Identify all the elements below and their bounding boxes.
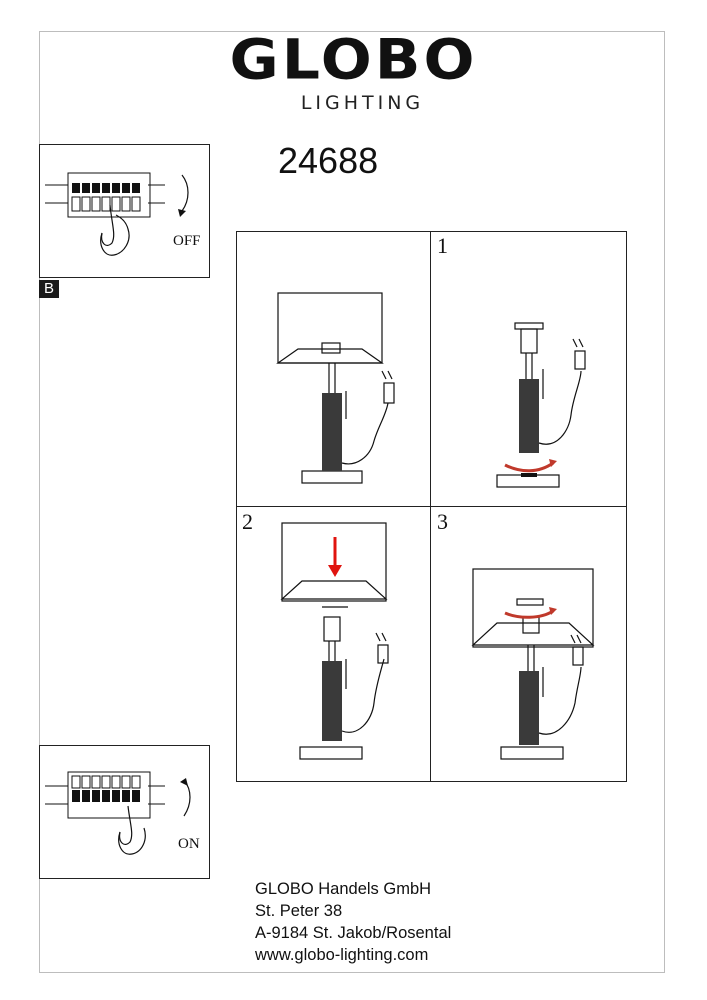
- panel-2-number: 2: [242, 509, 253, 534]
- on-label: ON: [178, 836, 200, 852]
- company-website[interactable]: www.globo-lighting.com: [255, 946, 429, 964]
- step-2-illustration: [236, 507, 430, 782]
- brand-logo: GLOBO: [229, 27, 478, 93]
- panel-3-number: 3: [437, 509, 448, 534]
- step-3-illustration: [431, 507, 627, 782]
- step-c-box: [39, 745, 210, 879]
- model-number: 24688: [278, 140, 379, 181]
- company-city: A-9184 St. Jakob/Rosental: [255, 924, 452, 942]
- brand-subtitle: LIGHTING: [300, 92, 425, 114]
- company-name: GLOBO Handels GmbH: [255, 880, 432, 898]
- company-address: [255, 878, 451, 966]
- breaker-off-illustration: [40, 145, 211, 279]
- panel-1-number: 1: [437, 233, 448, 258]
- step-1-illustration: [431, 231, 627, 506]
- step-b-tag: B: [39, 280, 59, 298]
- company-street: St. Peter 38: [255, 902, 343, 920]
- breaker-on-illustration: [40, 746, 211, 880]
- off-label: OFF: [173, 233, 201, 249]
- assembled-lamp-illustration: [236, 231, 430, 506]
- step-a-box: [39, 144, 210, 278]
